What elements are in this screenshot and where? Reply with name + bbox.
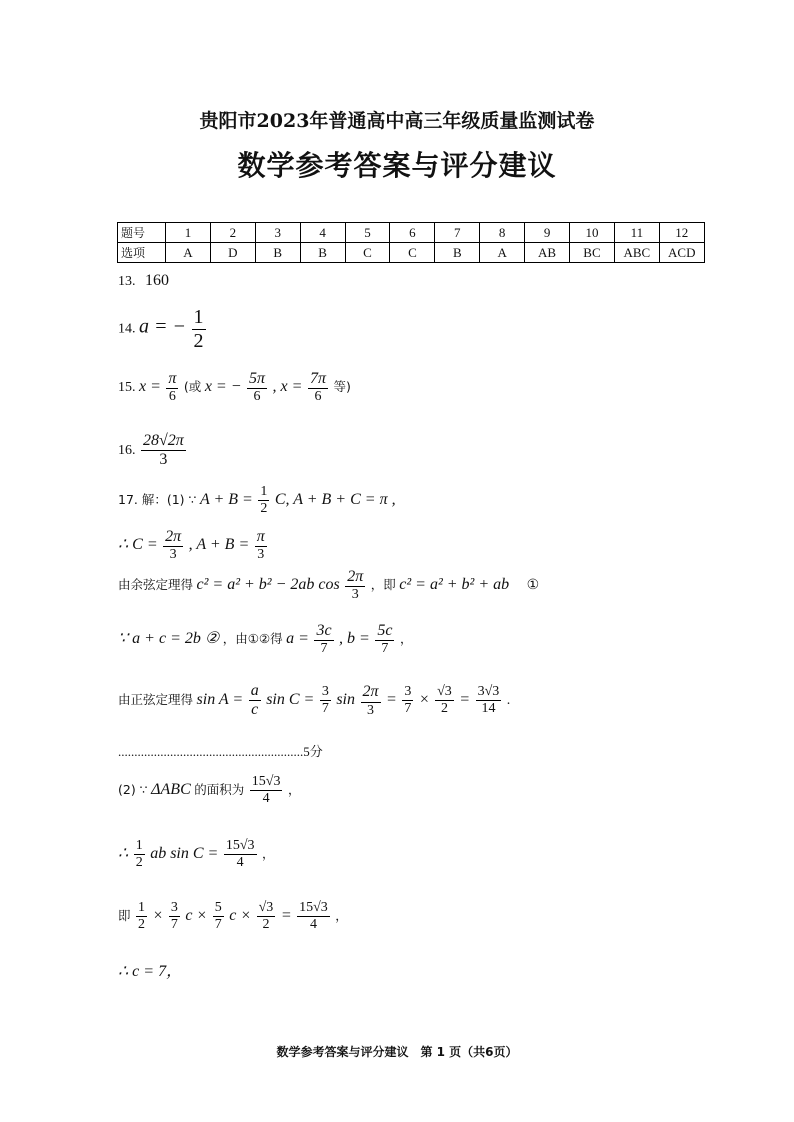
text: 由余弦定理得 — [118, 576, 194, 592]
numerator: 1 — [193, 306, 204, 328]
numerator: 3√3 — [476, 684, 502, 701]
denominator: 2 — [135, 855, 143, 871]
denominator: 7 — [170, 917, 178, 933]
answer-cell: ACD — [659, 243, 704, 263]
denominator: 3 — [351, 587, 359, 603]
fraction — [345, 568, 365, 603]
answer-cell: C — [390, 243, 435, 263]
numerator: 3 — [320, 684, 331, 701]
denominator: c — [251, 701, 259, 719]
math-expression: ∴ — [118, 844, 129, 862]
numerator: 7π — [308, 370, 328, 389]
question-number: 15. — [118, 379, 136, 395]
question-number: 6 — [390, 223, 435, 243]
text: ， — [335, 907, 348, 923]
question-number: 3 — [255, 223, 300, 243]
question-number: 16. — [118, 443, 136, 459]
math-expression: sin — [336, 691, 355, 709]
q17-line-5 — [118, 682, 510, 720]
answer-cell: B — [435, 243, 480, 263]
fraction — [134, 838, 145, 871]
answer-value: 160 — [145, 272, 169, 289]
denominator: 3 — [257, 547, 265, 563]
note-text: (或 — [183, 378, 202, 394]
text: ， — [399, 630, 413, 646]
numerator: 1 — [136, 900, 147, 917]
answer-cell: AB — [525, 243, 570, 263]
denominator: 4 — [262, 791, 270, 807]
denominator: 2 — [138, 917, 146, 933]
numerator: 5π — [247, 370, 267, 389]
numerator: √3 — [435, 684, 454, 701]
fraction — [141, 432, 186, 470]
answer-cell: C — [345, 243, 390, 263]
denominator: 7 — [321, 701, 329, 717]
question-number: 12 — [659, 223, 704, 243]
answer-cell: A — [166, 243, 211, 263]
math-expression: x = − — [204, 377, 242, 395]
text: ， — [262, 845, 275, 861]
document-title: 贵阳市2023年普通高中高三年级质量监测试卷 — [199, 110, 595, 132]
answer-14 — [118, 306, 208, 353]
note-text: 等) — [333, 378, 351, 394]
fraction — [435, 684, 454, 717]
denominator: 7 — [404, 701, 412, 717]
denominator: 2 — [262, 917, 270, 933]
math-expression: , x = — [272, 377, 303, 395]
answer-16 — [118, 432, 188, 470]
answer-row — [118, 243, 705, 263]
answer-cell: D — [210, 243, 255, 263]
fraction — [249, 682, 261, 720]
denominator: 7 — [381, 641, 389, 657]
math-expression: a = — [286, 629, 309, 647]
fraction — [402, 684, 413, 717]
fraction — [250, 774, 283, 807]
math-expression: ∵ a + c = 2b ② — [118, 629, 220, 647]
question-number-row — [118, 223, 705, 243]
question-number: 8 — [480, 223, 525, 243]
numerator: 2π — [163, 528, 183, 547]
equation-mark: ① — [526, 577, 540, 593]
document-subtitle: 数学参考答案与评分建议 — [237, 149, 557, 182]
text: 即 — [118, 907, 131, 923]
answer-13 — [118, 272, 169, 290]
q17-line-7 — [118, 838, 275, 871]
question-number: 13. — [118, 274, 136, 289]
denominator: 4 — [309, 917, 317, 933]
numerator: 3c — [314, 622, 333, 641]
numerator: √3 — [257, 900, 276, 917]
numerator: 28√2π — [141, 432, 186, 451]
text: 由正弦定理得 — [118, 692, 194, 708]
denominator: 3 — [169, 547, 177, 563]
fraction — [375, 622, 394, 657]
numerator: π — [166, 370, 178, 389]
numerator: 2π — [345, 568, 365, 587]
math-expression: ab sin C = — [150, 844, 219, 862]
fraction — [476, 684, 502, 717]
question-number: 4 — [300, 223, 345, 243]
fraction — [257, 900, 276, 933]
fraction — [361, 683, 381, 718]
math-expression: × — [152, 906, 164, 924]
numerator: 5 — [213, 900, 224, 917]
numerator: 1 — [258, 484, 269, 501]
row-label-number: 题号 — [118, 223, 166, 243]
solution-label: 17. 解：(1) ∵ — [118, 491, 197, 507]
question-number: 9 — [525, 223, 570, 243]
fraction — [314, 622, 333, 657]
fraction — [308, 370, 328, 405]
answer-cell: B — [255, 243, 300, 263]
fraction — [224, 838, 257, 871]
row-label-answer: 选项 — [118, 243, 166, 263]
text: ，由①②得 — [222, 630, 283, 646]
math-expression: c² = a² + b² + ab — [399, 575, 510, 593]
numerator: a — [249, 682, 261, 701]
math-expression: a = − — [139, 315, 186, 338]
fraction — [166, 370, 178, 405]
text: ，即 — [370, 576, 396, 592]
denominator: 7 — [214, 917, 222, 933]
fraction — [136, 900, 147, 933]
numerator: 15√3 — [297, 900, 330, 917]
answer-table — [117, 222, 705, 263]
math-expression: , A + B = — [188, 535, 250, 553]
math-expression: = — [280, 906, 292, 924]
answer-15 — [118, 370, 351, 405]
denominator: 4 — [236, 855, 244, 871]
answer-cell: A — [480, 243, 525, 263]
math-expression: c × — [185, 906, 208, 924]
math-expression: sin C = — [266, 691, 315, 709]
math-expression: = — [459, 691, 471, 709]
fraction — [297, 900, 330, 933]
q17-line-4 — [118, 622, 412, 657]
question-number: 5 — [345, 223, 390, 243]
denominator: 6 — [168, 389, 176, 405]
numerator: 3 — [169, 900, 180, 917]
question-number: 7 — [435, 223, 480, 243]
denominator: 3 — [159, 451, 168, 469]
denominator: 6 — [314, 389, 322, 405]
q17-line-9: ∴ c = 7， — [118, 963, 183, 980]
fraction — [169, 900, 180, 933]
numerator: π — [255, 528, 267, 547]
q17-line-1 — [118, 484, 396, 517]
math-expression: , b = — [339, 629, 370, 647]
q17-line-3 — [118, 568, 539, 603]
answer-cell: BC — [570, 243, 615, 263]
text: (2) ∵ — [118, 781, 148, 797]
denominator: 7 — [320, 641, 328, 657]
text: . — [506, 693, 511, 709]
text: ， — [287, 781, 301, 797]
denominator: 2 — [193, 330, 204, 352]
question-number: 14. — [118, 321, 136, 337]
math-expression: ΔABC — [151, 780, 191, 798]
fraction — [213, 900, 224, 933]
math-expression: c² = a² + b² − 2ab cos — [196, 575, 340, 593]
answer-cell: ABC — [614, 243, 659, 263]
math-expression: c × — [229, 906, 252, 924]
q17-line-8 — [118, 900, 348, 933]
math-expression: x = — [139, 377, 161, 395]
question-number: 2 — [210, 223, 255, 243]
q17-line-2 — [118, 528, 269, 563]
math-expression: × — [418, 691, 430, 709]
answer-cell: B — [300, 243, 345, 263]
numerator: 1 — [134, 838, 145, 855]
question-number: 10 — [570, 223, 615, 243]
page-footer: 数学参考答案与评分建议 第 1 页（共6页） — [276, 1045, 518, 1059]
q17-part2-line — [118, 774, 300, 807]
score-line: .........................................................5分 — [118, 744, 323, 759]
math-expression: C, A + B + C = π , — [274, 490, 396, 508]
question-number: 1 — [166, 223, 211, 243]
denominator: 2 — [260, 501, 268, 517]
text: 的面积为 — [194, 781, 245, 797]
math-expression: A + B = — [200, 490, 253, 508]
fraction — [192, 306, 206, 353]
denominator: 6 — [253, 389, 261, 405]
math-expression: = — [386, 691, 397, 709]
denominator: 14 — [481, 701, 496, 717]
numerator: 2π — [361, 683, 381, 702]
math-expression: ∴ C = — [118, 535, 158, 553]
fraction — [255, 528, 267, 563]
numerator: 15√3 — [250, 774, 283, 791]
fraction — [247, 370, 267, 405]
numerator: 15√3 — [224, 838, 257, 855]
numerator: 5c — [375, 622, 394, 641]
denominator: 2 — [440, 701, 448, 717]
denominator: 3 — [367, 702, 374, 718]
fraction — [163, 528, 183, 563]
numerator: 3 — [402, 684, 413, 701]
math-expression: sin A = — [196, 691, 244, 709]
fraction — [320, 684, 331, 717]
fraction — [258, 484, 269, 517]
question-number: 11 — [614, 223, 659, 243]
